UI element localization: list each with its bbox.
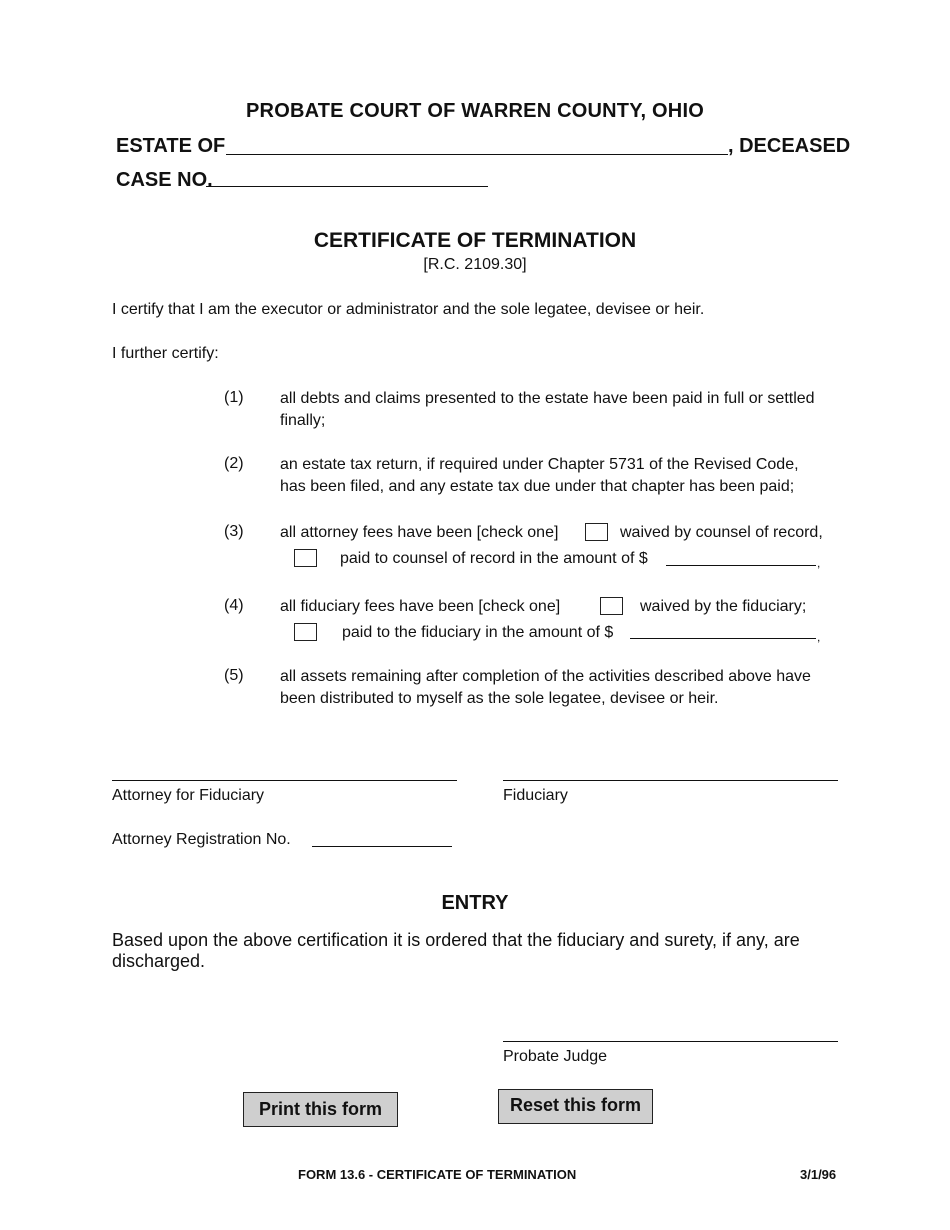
item-number: (5) bbox=[224, 667, 244, 684]
court-title: PROBATE COURT OF WARREN COUNTY, OHIO bbox=[246, 100, 704, 122]
item-text bbox=[280, 666, 811, 710]
item-number: (4) bbox=[224, 597, 244, 614]
attorney-fees-amount-field[interactable] bbox=[666, 565, 816, 566]
judge-signature-line[interactable] bbox=[503, 1041, 838, 1042]
fiduciary-signature-line[interactable] bbox=[503, 780, 838, 781]
item-line: has been filed, and any estate tax due under that chapter has been paid; bbox=[280, 478, 795, 495]
attorney-registration-label: Attorney Registration No. bbox=[112, 831, 291, 848]
case-no-field[interactable] bbox=[206, 186, 488, 187]
attorney-fees-waived-checkbox[interactable] bbox=[585, 523, 608, 541]
attorney-fees-paid-checkbox[interactable] bbox=[294, 549, 317, 567]
item-number: (3) bbox=[224, 523, 244, 540]
item-line: been distributed to myself as the sole legatee, devisee or heir. bbox=[280, 690, 719, 707]
item-line: an estate tax return, if required under Chapter 5731 of the Revised Code, bbox=[280, 456, 799, 473]
item-line: all assets remaining after completion of the activities described above have bbox=[280, 668, 811, 685]
entry-heading: ENTRY bbox=[441, 892, 509, 914]
attorney-fees-paid-label: paid to counsel of record in the amount of $ bbox=[340, 550, 648, 567]
attorney-signature-line[interactable] bbox=[112, 780, 457, 781]
fiduciary-fees-amount-field[interactable] bbox=[630, 638, 816, 639]
fiduciary-fees-waived-checkbox[interactable] bbox=[600, 597, 623, 615]
estate-of-label: ESTATE OF bbox=[116, 135, 226, 157]
statute-reference: [R.C. 2109.30] bbox=[423, 256, 527, 273]
further-certify: I further certify: bbox=[112, 345, 219, 362]
fiduciary-fees-paid-label: paid to the fiduciary in the amount of $ bbox=[342, 624, 614, 641]
item-number: (2) bbox=[224, 455, 244, 472]
intro-statement: I certify that I am the executor or administrator and the sole legatee, devisee or heir. bbox=[112, 301, 705, 318]
probate-judge-label: Probate Judge bbox=[503, 1048, 608, 1065]
comma: , bbox=[817, 556, 821, 570]
print-form-button[interactable]: Print this form bbox=[243, 1092, 398, 1127]
attorney-fees-waived-label: waived by counsel of record, bbox=[620, 524, 823, 541]
attorney-registration-field[interactable] bbox=[312, 846, 452, 847]
document-title: CERTIFICATE OF TERMINATION bbox=[313, 229, 637, 252]
form-footer: FORM 13.6 - CERTIFICATE OF TERMINATION bbox=[298, 1167, 577, 1182]
case-no-label: CASE NO. bbox=[116, 169, 213, 191]
comma: , bbox=[817, 630, 821, 644]
fiduciary-label: Fiduciary bbox=[503, 787, 568, 804]
attorney-for-fiduciary-label: Attorney for Fiduciary bbox=[112, 787, 265, 804]
reset-form-button[interactable]: Reset this form bbox=[498, 1089, 653, 1124]
deceased-label: , DECEASED bbox=[728, 135, 851, 157]
entry-text: Based upon the above certification it is ordered that the fiduciary and surety, if any, are discharged. bbox=[112, 930, 800, 971]
form-date: 3/1/96 bbox=[800, 1167, 837, 1182]
item-text bbox=[280, 454, 799, 498]
fiduciary-fees-waived-label: waived by the fiduciary; bbox=[640, 598, 807, 615]
item-number: (1) bbox=[224, 389, 244, 406]
item-line: all debts and claims presented to the estate have been paid in full or settled bbox=[280, 390, 815, 407]
item-line: finally; bbox=[280, 412, 326, 429]
fiduciary-fees-prompt: all fiduciary fees have been [check one] bbox=[280, 598, 561, 615]
fiduciary-fees-paid-checkbox[interactable] bbox=[294, 623, 317, 641]
attorney-fees-prompt: all attorney fees have been [check one] bbox=[280, 524, 559, 541]
item-text bbox=[280, 388, 815, 432]
estate-name-field[interactable] bbox=[226, 154, 728, 155]
